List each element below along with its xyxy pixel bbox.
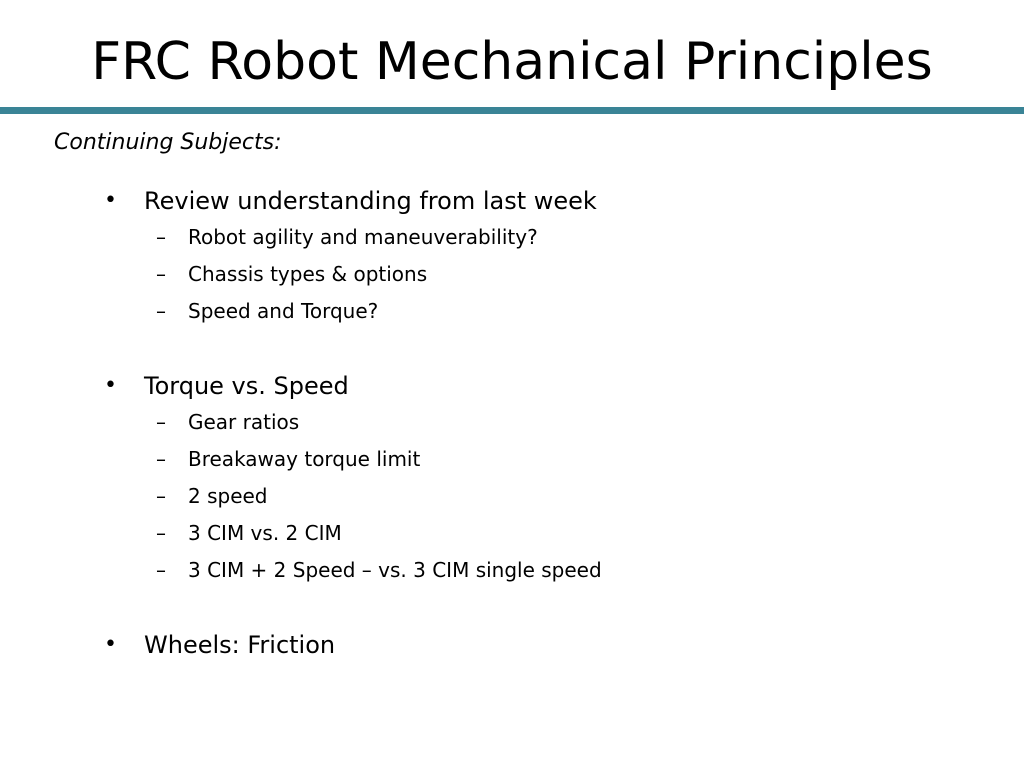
sub-bullet-item (0, 515, 1024, 552)
sub-bullet-item (0, 552, 1024, 589)
dash-icon: – (156, 558, 166, 582)
dash-icon: – (156, 262, 166, 286)
sub-bullet-text: 3 CIM + 2 Speed – vs. 3 CIM single speed (188, 558, 602, 582)
bullet-text: Review understanding from last week (144, 187, 597, 215)
dash-icon: – (156, 410, 166, 434)
sub-bullet-item (0, 478, 1024, 515)
bullet-item (0, 183, 1024, 219)
sub-bullet-text: Chassis types & options (188, 262, 428, 286)
sub-bullet-item (0, 293, 1024, 330)
sub-bullet-text: Robot agility and maneuverability? (188, 225, 538, 249)
title-divider (0, 107, 1024, 114)
bullet-dot-icon: • (104, 188, 117, 213)
bullet-dot-icon: • (104, 373, 117, 398)
dash-icon: – (156, 447, 166, 471)
bullet-item (0, 627, 1024, 663)
bullet-group-review (0, 183, 1024, 330)
slide-title: FRC Robot Mechanical Principles (91, 32, 933, 92)
bullet-list (0, 183, 1024, 701)
sub-bullet-text: Speed and Torque? (188, 299, 379, 323)
sub-bullet-text: Gear ratios (188, 410, 300, 434)
sub-bullet-text: 2 speed (188, 484, 268, 508)
sub-bullet-text: Breakaway torque limit (188, 447, 421, 471)
bullet-text: Torque vs. Speed (144, 372, 349, 400)
dash-icon: – (156, 521, 166, 545)
sub-bullet-item (0, 404, 1024, 441)
sub-bullet-item (0, 219, 1024, 256)
bullet-item (0, 368, 1024, 404)
sub-bullet-item (0, 441, 1024, 478)
dash-icon: – (156, 225, 166, 249)
slide-subtitle: Continuing Subjects: (54, 130, 282, 155)
bullet-dot-icon: • (104, 632, 117, 657)
dash-icon: – (156, 299, 166, 323)
bullet-group-wheels (0, 627, 1024, 663)
dash-icon: – (156, 484, 166, 508)
bullet-group-torque (0, 368, 1024, 589)
sub-bullet-text: 3 CIM vs. 2 CIM (188, 521, 342, 545)
bullet-text: Wheels: Friction (144, 631, 336, 659)
sub-bullet-item (0, 256, 1024, 293)
